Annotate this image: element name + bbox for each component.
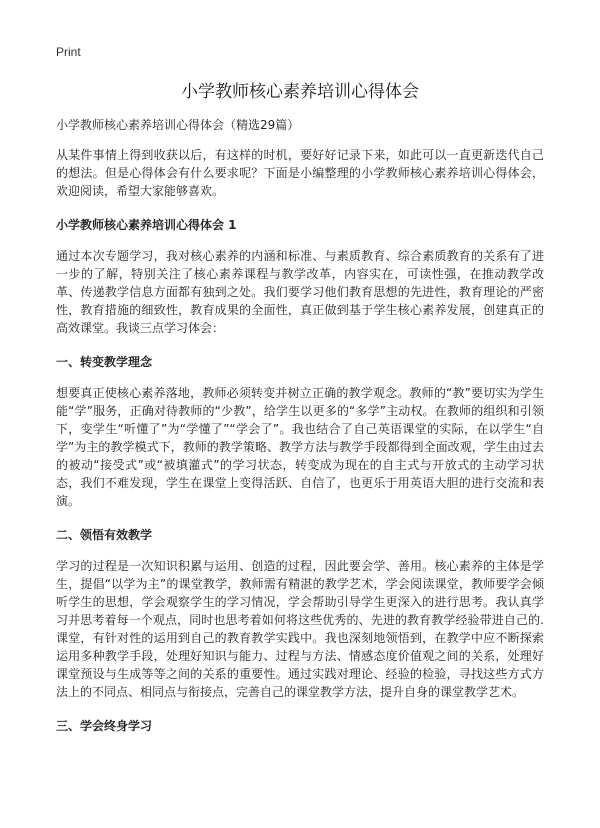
- point-1-paragraph: 想要真正使核心素养落地，教师必须转变并树立正确的教学观念。教师的“教”要切实为学生能“学”服务，正确对待教师的“少教”，给学生以更多的“多学”主动权。在教师的组织和引领下，变学生“听懂了”为“学懂了”“学会了”。我也结合了自己英语课堂的实际，在以学生“自学”为主的教学模式下，教师的教学策略、教学方法与教学手段都得到全面改观，学生由过去的被动“接受式”或“被填灌式”的学习状态，转变成为现在的自主式与开放式的主动学习状态，我们不难发现，学生在课堂上变得活跃、自信了，也更乐于用英语大胆的进行交流和表演。: [56, 386, 544, 508]
- point-3-heading: 三、学会终身学习: [56, 719, 153, 733]
- point-1-heading: 一、转变教学理念: [56, 355, 153, 369]
- intro-paragraph: 从某件事情上得到收获以后，有这样的时机，要好好记录下来，如此可以一直更新迭代自己的想法。但是心得体会有什么要求呢？下面是小编整理的小学教师核心素养培训心得体会，欢迎阅读，希望大家能够喜欢。: [56, 148, 544, 198]
- point-2-paragraph: 学习的过程是一次知识积累与运用、创造的过程，因此要会学、善用。核心素养的主体是学生，提倡“以学为主”的课堂教学，教师需有精湛的教学艺术，学会阅读课堂，教师要学会倾听学生的思想，学会观察学生的学习情况，学会帮助引导学生更深入的进行思考。我认真学习并思考着每一个观点，同时也思考着如何将这些优秀的、先进的教育教学经验带进自己的.课堂，有针对性的运用到自己的教育教学实践中。我也深刻地领悟到，在教学中应不断探索运用多种教学手段，处理好知识与能力、过程与方法、情感态度价值观之间的关系，处理好课堂预设与生成等等之间的关系的重要性。通过实践对理论、经验的检验，寻找这些方式方法上的不同点、相同点与衔接点，完善自己的课堂教学方法，提升自身的课堂教学艺术。: [56, 559, 544, 699]
- print-label[interactable]: Print: [56, 45, 81, 59]
- document-subtitle: 小学教师核心素养培训心得体会（精选29篇）: [56, 118, 300, 132]
- point-2-heading: 二、领悟有效教学: [56, 528, 153, 542]
- section-1-paragraph: 通过本次专题学习，我对核心素养的内涵和标准、与素质教育、综合素质教育的关系有了进一步的了解，特别关注了核心素养课程与教学改革，内容实在，可读性强，在推动教学改革、传递教学信息方面都有独到之处。我们要学习他们教育思想的先进性，教育理论的严密性，教育措施的细致性，教育成果的全面性，真正做到基于学生核心素养发展，创建真正的高效课堂。我谈三点学习体会：: [56, 249, 544, 335]
- page-title: 小学教师核心素养培训心得体会: [181, 82, 419, 102]
- section-1-heading: 小学教师核心素养培训心得体会 1: [56, 218, 237, 232]
